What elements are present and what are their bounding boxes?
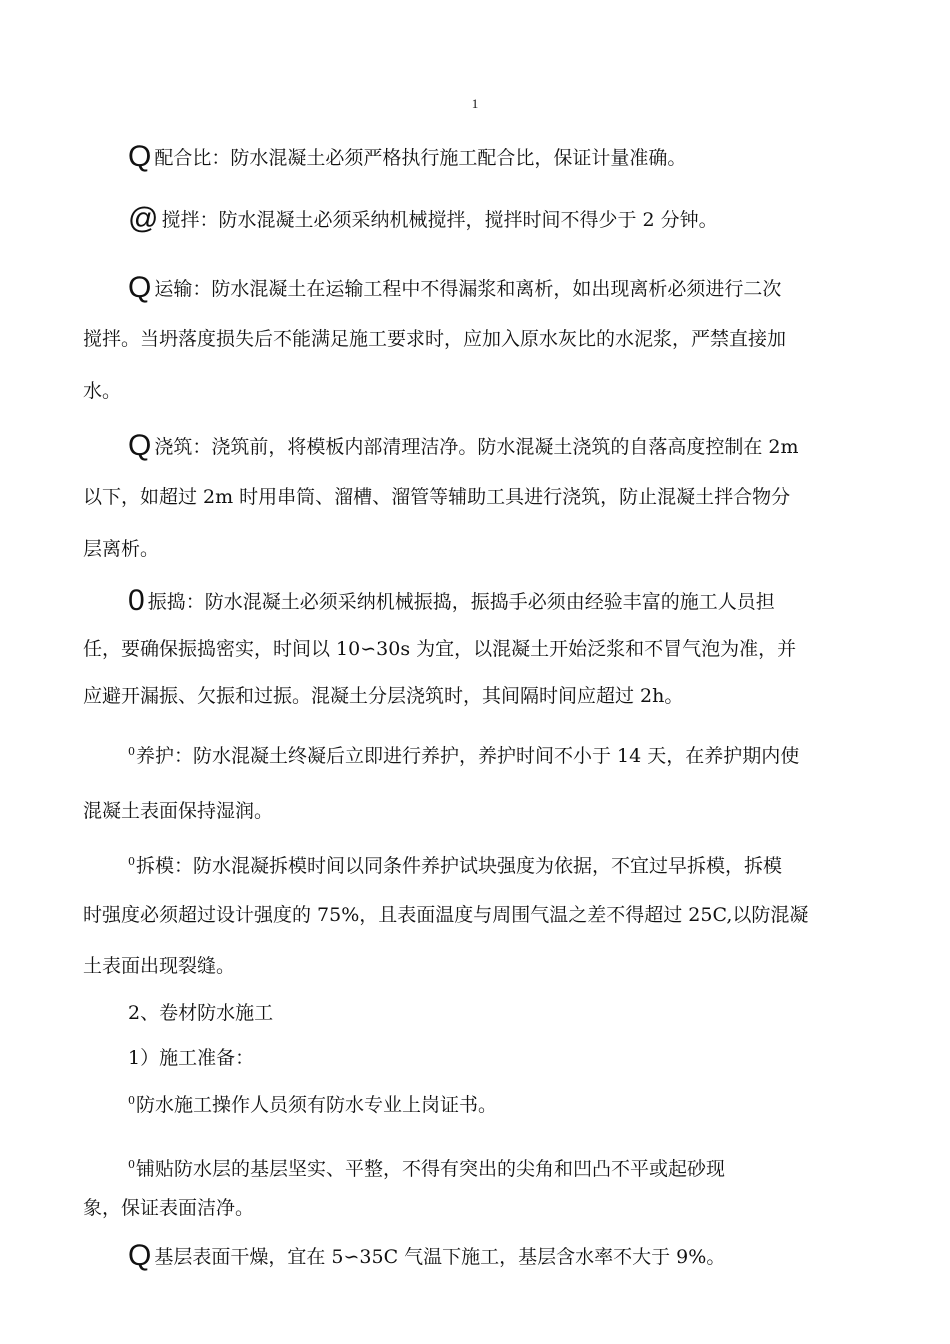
paragraph-line: $^0$养护：防水混凝土终凝后立即进行养护，养护时间不小于 14 天，在养护期内使: [128, 745, 800, 767]
bullet-glyph: Q: [128, 271, 152, 304]
paragraph-line: 应避开漏振、欠振和过振。混凝土分层浇筑时，其间隔时间应超过 2h。: [83, 685, 684, 707]
paragraph-line: 时强度必须超过设计强度的 75%，且表面温度与周围气温之差不得超过 25C,以防混凝: [83, 904, 809, 926]
paragraph-line: @ 搅拌：防水混凝土必须采纳机械搅拌，搅拌时间不得少于 2 分钟。: [128, 202, 718, 235]
paragraph-line: 水。: [83, 380, 122, 402]
page-number: 1: [471, 96, 479, 111]
bullet-glyph: 0: [128, 1158, 135, 1171]
bullet-glyph: Q: [128, 140, 152, 173]
paragraph-line: 0 振捣：防水混凝土必须采纳机械振捣，振捣手必须由经验丰富的施工人员担: [128, 584, 775, 617]
bullet-glyph: @: [128, 202, 159, 235]
paragraph-line: Q基层表面干燥，宜在 5∽35C 气温下施工，基层含水率不大于 9%。: [128, 1239, 726, 1272]
paragraph-line: 任，要确保振捣密实，时间以 10∽30s 为宜，以混凝土开始泛浆和不冒气泡为准，并: [83, 638, 797, 660]
subsection-heading: 1）施工准备：: [128, 1047, 255, 1069]
bullet-glyph: 0: [128, 745, 135, 758]
paragraph-line: Q运输：防水混凝土在运输工程中不得漏浆和离析，如出现离析必须进行二次: [128, 271, 782, 304]
paragraph-line: 以下，如超过 2m 时用串筒、溜槽、溜管等辅助工具进行浇筑，防止混凝土拌合物分: [83, 486, 791, 508]
bullet-glyph: Q: [128, 429, 152, 462]
bullet-glyph: 0: [128, 855, 135, 868]
bullet-glyph: Q: [128, 1239, 152, 1272]
bullet-glyph: 0: [128, 1094, 135, 1107]
section-heading: 2、卷材防水施工: [128, 1002, 274, 1024]
paragraph-line: 层离析。: [83, 538, 160, 560]
paragraph-line: Q浇筑：浇筑前，将模板内部清理洁净。防水混凝土浇筑的自落高度控制在 2m: [128, 429, 799, 462]
paragraph-line: $^0$防水施工操作人员须有防水专业上岗证书。: [128, 1094, 498, 1116]
bullet-glyph: 0: [128, 584, 145, 617]
paragraph-line: $^0$拆模：防水混凝拆模时间以同条件养护试块强度为依据，不宜过早拆模，拆模: [128, 855, 783, 877]
paragraph-line: $^0$铺贴防水层的基层坚实、平整，不得有突出的尖角和凹凸不平或起砂现: [128, 1158, 726, 1180]
paragraph-line: Q配合比：防水混凝土必须严格执行施工配合比，保证计量准确。: [128, 140, 687, 173]
paragraph-line: 混凝土表面保持湿润。: [83, 800, 274, 822]
paragraph-line: 搅拌。当坍落度损失后不能满足施工要求时，应加入原水灰比的水泥浆，严禁直接加: [83, 328, 787, 350]
paragraph-line: 土表面出现裂缝。: [83, 955, 236, 977]
paragraph-line: 象，保证表面洁净。: [83, 1197, 255, 1219]
